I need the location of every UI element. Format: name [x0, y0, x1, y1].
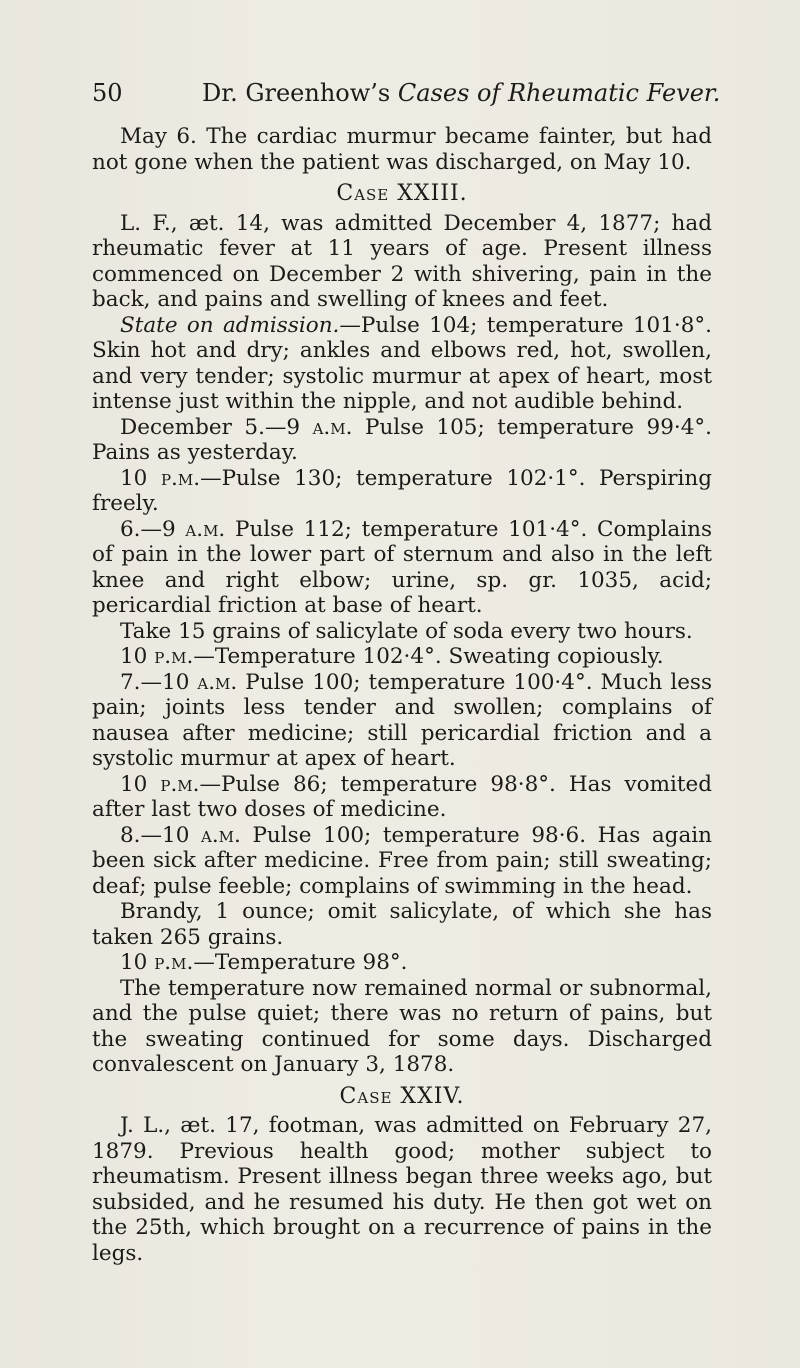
- text-part: —Temperature 98°.: [193, 950, 408, 975]
- text-part: Pulse 100; temperature 100·4°. Much less pain; joints less tender and swollen; complains of nausea after medicine; still pericardial friction and a systolic murmur at apex of heart.: [92, 669, 712, 771]
- page-number: 50: [92, 79, 123, 107]
- paragraph-state-on-admission: [92, 313, 712, 415]
- paragraph-may-6: May 6. The cardiac murmur became fainter, but had not gone when the patient was discharged, on May 10.: [92, 124, 712, 175]
- time-abbrev: a.m.: [197, 669, 238, 695]
- text-part: —Pulse 130; temperature 102·1°. Perspiring freely.: [92, 465, 712, 516]
- text-part: —Pulse 86; temperature 98·8°. Has vomited after last two doses of medicine.: [92, 771, 712, 822]
- paragraph-brandy: Brandy, 1 ounce; omit salicylate, of which she has taken 265 grains.: [92, 899, 712, 950]
- running-title-author: Dr. Greenhow’s: [202, 79, 398, 107]
- text-part: 10: [120, 465, 161, 491]
- state-on-admission-text: —Pulse 104; temperature 101·8°. Skin hot and dry; ankles and elbows red, hot, swollen, and very tender; systolic murmur at apex of heart, most intense just within the nipple, and not audible behind.: [92, 312, 712, 414]
- time-abbrev: p.m.: [160, 465, 201, 491]
- page-body: [92, 124, 712, 1266]
- text-part: 6.—9: [120, 516, 186, 542]
- text-part: 10: [120, 950, 155, 975]
- state-on-admission-label: State on admission.: [120, 312, 340, 338]
- paragraph-dec-7-evening: [92, 772, 712, 823]
- paragraph-treatment-salicylate: Take 15 grains of salicylate of soda every two hours.: [120, 618, 693, 644]
- paragraph-outcome: The temperature now remained normal or subnormal, and the pulse quiet; there was no return of pains, but the sweating continued for some days. Discharged convalescent on January 3, 1878.: [92, 975, 712, 1077]
- paragraph-dec-8: [92, 823, 712, 900]
- page-header: [92, 78, 721, 108]
- paragraph-case-xxiv-intro: J. L., æt. 17, footman, was admitted on February 27, 1879. Previous health good; mother subject to rheumatism. Present illness began three weeks ago, but subsided, and he resumed his duty. He then got wet on the 25th, which brought on a recurrence of pains in the legs.: [92, 1113, 712, 1266]
- time-abbrev: p.m.: [154, 950, 194, 975]
- time-abbrev: p.m.: [154, 644, 194, 669]
- case-xxiv-heading: Case XXIV.: [339, 1083, 465, 1109]
- paragraph-dec-6: [92, 517, 712, 619]
- text-part: —Temperature 102·4°. Sweating copiously.: [193, 644, 664, 669]
- text-part: 8.—10: [120, 822, 201, 848]
- text-part: December 5.—9: [120, 414, 313, 440]
- time-abbrev: a.m.: [185, 516, 226, 542]
- running-title: [202, 78, 720, 108]
- paragraph-dec-6-evening: [92, 644, 712, 670]
- text-part: Pulse 100; temperature 98·6. Has again been sick after medicine. Free from pain; still sweating; deaf; pulse feeble; complains of swimming in the head.: [92, 822, 712, 899]
- running-title-book: Cases of Rheumatic Fever.: [397, 79, 721, 107]
- text-part: Pulse 112; temperature 101·4°. Complains of pain in the lower part of sternum and also in the left knee and right elbow; urine, sp. gr. 1035, acid; pericardial friction at base of heart.: [92, 516, 712, 618]
- text-part: 10: [120, 771, 161, 797]
- time-abbrev: a.m.: [312, 414, 353, 440]
- paragraph-december-5: [92, 415, 712, 466]
- text-part: 10: [120, 644, 155, 669]
- case-xxiii-heading: Case XXIII.: [336, 181, 468, 206]
- text-part: Pulse 105; temperature 99·4°. Pains as yesterday.: [92, 414, 712, 465]
- paragraph-dec-5-evening: [92, 466, 712, 517]
- paragraph-dec-7: [92, 670, 712, 772]
- time-abbrev: p.m.: [160, 771, 200, 797]
- time-abbrev: a.m.: [200, 822, 241, 848]
- text-part: 7.—10: [120, 669, 198, 695]
- paragraph-case-xxiii-intro: L. F., æt. 14, was admitted December 4, 1877; had rheumatic fever at 11 years of age. Present illness commenced on December 2 with shivering, pain in the back, and pains and swelling of knees and feet.: [92, 210, 712, 312]
- paragraph-dec-8-evening: [92, 950, 712, 976]
